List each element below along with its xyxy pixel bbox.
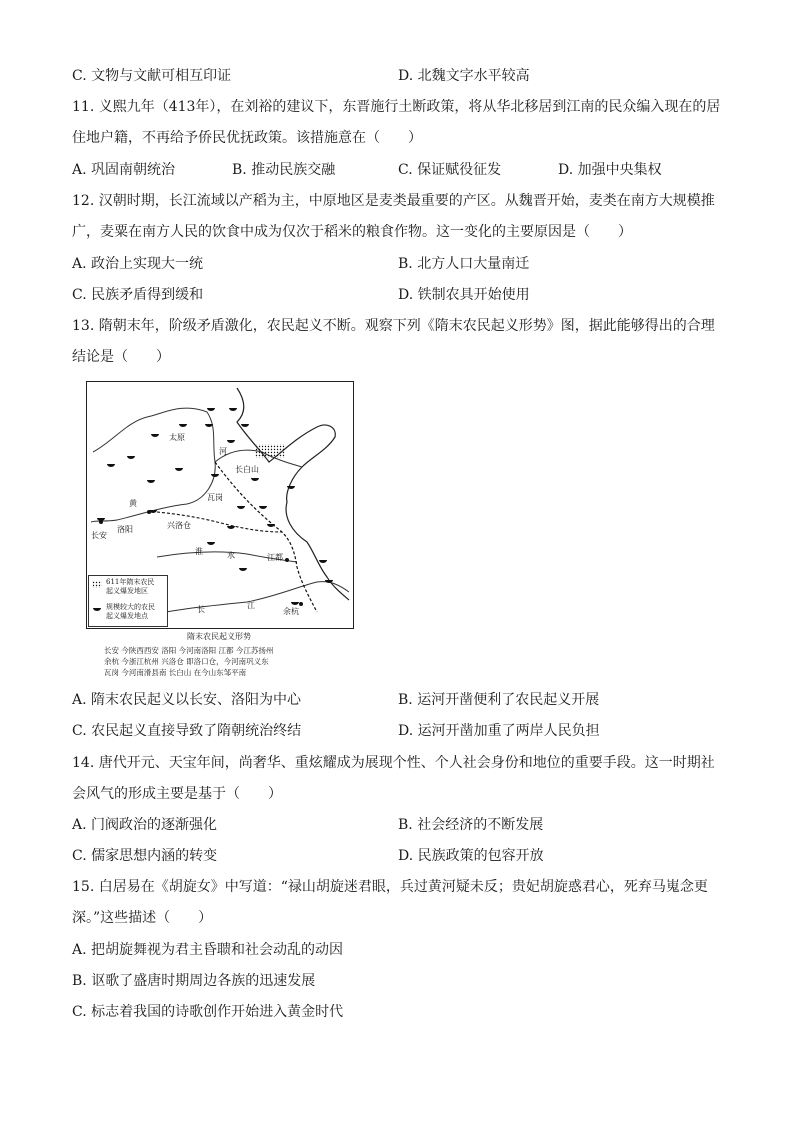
q12-option-c[interactable]: C. 民族矛盾得到缓和 — [72, 287, 204, 303]
q15-option-b[interactable]: B. 讴歌了盛唐时期周边各族的迅速发展 — [72, 973, 316, 989]
q13-stem-line1: 13. 隋朝末年，阶级矛盾激化，农民起义不断。观察下列《隋末农民起义形势》图，据此能够得出的合理 — [72, 318, 715, 334]
changan-dot — [99, 520, 103, 524]
q12-stem-line1: 12. 汉朝时期，长江流域以产稻为主，中原地区是麦类最重要的产区。从魏晋开始，麦类在南方大规模推 — [72, 193, 715, 209]
legend-item2-line1: 规模较大的农民 — [106, 603, 155, 611]
q15-stem-line1: 15. 白居易在《胡旋女》中写道：“禄山胡旋迷君眼，兵过黄河疑未反；贵妃胡旋惑君心，死弃马嵬念更 — [72, 879, 708, 895]
q10-option-d[interactable]: D. 北魏文字水平较高 — [398, 68, 530, 84]
label-yuhang: 余杭 — [283, 607, 299, 616]
q13-option-b[interactable]: B. 运河开凿便利了农民起义开展 — [398, 692, 600, 708]
q14-stem-line1: 14. 唐代开元、天宝年间，尚奢华、重炫耀成为展现个性、个人社会身份和地位的重要手段。这一时期社 — [72, 755, 715, 771]
label-luoyang: 洛阳 — [117, 525, 133, 534]
q13-option-c[interactable]: C. 农民起义直接导致了隋朝统治终结 — [72, 723, 302, 739]
q12-option-b[interactable]: B. 北方人口大量南迁 — [398, 256, 530, 272]
label-xingluocang: 兴洛仓 — [167, 521, 191, 530]
luoyang-dot — [147, 510, 151, 514]
label-huang: 黄 — [129, 499, 137, 508]
grand-canal — [215, 462, 317, 612]
q11-stem-line2: 住地户籍，不再给予侨民优抚政策。该措施意在（ ） — [72, 130, 422, 146]
q14-option-b[interactable]: B. 社会经济的不断发展 — [398, 817, 544, 833]
label-changbaishan: 长白山 — [235, 465, 259, 474]
q14-option-a[interactable]: A. 门阀政治的逐渐强化 — [72, 817, 218, 833]
legend-uprising-symbol — [92, 607, 102, 614]
q11-option-c[interactable]: C. 保证赋役征发 — [398, 162, 502, 178]
q15-option-a[interactable]: A. 把胡旋舞视为君主昏聩和社会动乱的动因 — [72, 942, 344, 958]
map-note-line3: 瓦岗 今河南滑县南 长白山 在今山东邹平南 — [104, 668, 247, 677]
label-he: 河 — [219, 447, 227, 456]
q13-stem-line2: 结论是（ ） — [72, 349, 170, 365]
label-changan: 长安 — [91, 531, 107, 540]
map-legend — [88, 575, 168, 627]
q11-option-b[interactable]: B. 推动民族交融 — [232, 162, 336, 178]
q12-option-d[interactable]: D. 铁制农具开始使用 — [398, 287, 530, 303]
jiangdu-dot — [285, 558, 289, 562]
label-huai: 淮 — [195, 547, 203, 556]
label-chang: 长 — [197, 605, 205, 614]
map-title: 隋末农民起义形势 — [187, 632, 251, 641]
label-taiyuan: 太原 — [169, 433, 185, 442]
q14-option-d[interactable]: D. 民族政策的包容开放 — [398, 848, 544, 864]
map-note-line2: 余杭 今浙江杭州 兴洛仓 即洛口仓，今河南巩义东 — [104, 657, 269, 666]
legend-item2-line2: 起义爆发地点 — [106, 612, 148, 620]
q15-stem-line2: 深。”这些描述（ ） — [72, 910, 213, 926]
q14-option-c[interactable]: C. 儒家思想内涵的转变 — [72, 848, 218, 864]
q14-stem-line2: 会风气的形成主要是基于（ ） — [72, 786, 282, 802]
coastline — [237, 388, 349, 600]
label-wagang: 瓦岗 — [207, 493, 223, 502]
uprising-region-611 — [255, 444, 285, 458]
q11-option-a[interactable]: A. 巩固南朝统治 — [72, 162, 176, 178]
yuhang-dot — [299, 602, 303, 606]
q11-stem-line1: 11. 义熙九年（413年），在刘裕的建议下，东晋施行土断政策，将从华北移居到江南的民众编入现在的居 — [72, 99, 721, 115]
label-shui: 水 — [227, 551, 235, 560]
q13-option-d[interactable]: D. 运河开凿加重了两岸人民负担 — [398, 723, 600, 739]
q13-option-a[interactable]: A. 隋末农民起义以长安、洛阳为中心 — [72, 692, 302, 708]
label-jiang: 江 — [247, 601, 255, 610]
label-jiangdu: 江都 — [267, 553, 283, 562]
q10-option-c[interactable]: C. 文物与文献可相互印证 — [72, 68, 232, 84]
map-notes — [104, 645, 273, 678]
q11-option-d[interactable]: D. 加强中央集权 — [558, 162, 662, 178]
legend-item1-line2: 起义爆发地区 — [106, 587, 148, 595]
q15-option-c[interactable]: C. 标志着我国的诗歌创作开始进入黄金时代 — [72, 1004, 344, 1020]
q12-option-a[interactable]: A. 政治上实现大一统 — [72, 256, 204, 272]
legend-item1-line1: 611年隋末农民 — [106, 578, 155, 586]
legend-dots-symbol — [92, 581, 102, 588]
q12-stem-line2: 广，麦粟在南方人民的饮食中成为仅次于稻米的粮食作物。这一变化的主要原因是（ ） — [72, 224, 632, 240]
map-note-line1: 长安 今陕西西安 洛阳 今河南洛阳 江都 今江苏扬州 — [104, 646, 274, 655]
